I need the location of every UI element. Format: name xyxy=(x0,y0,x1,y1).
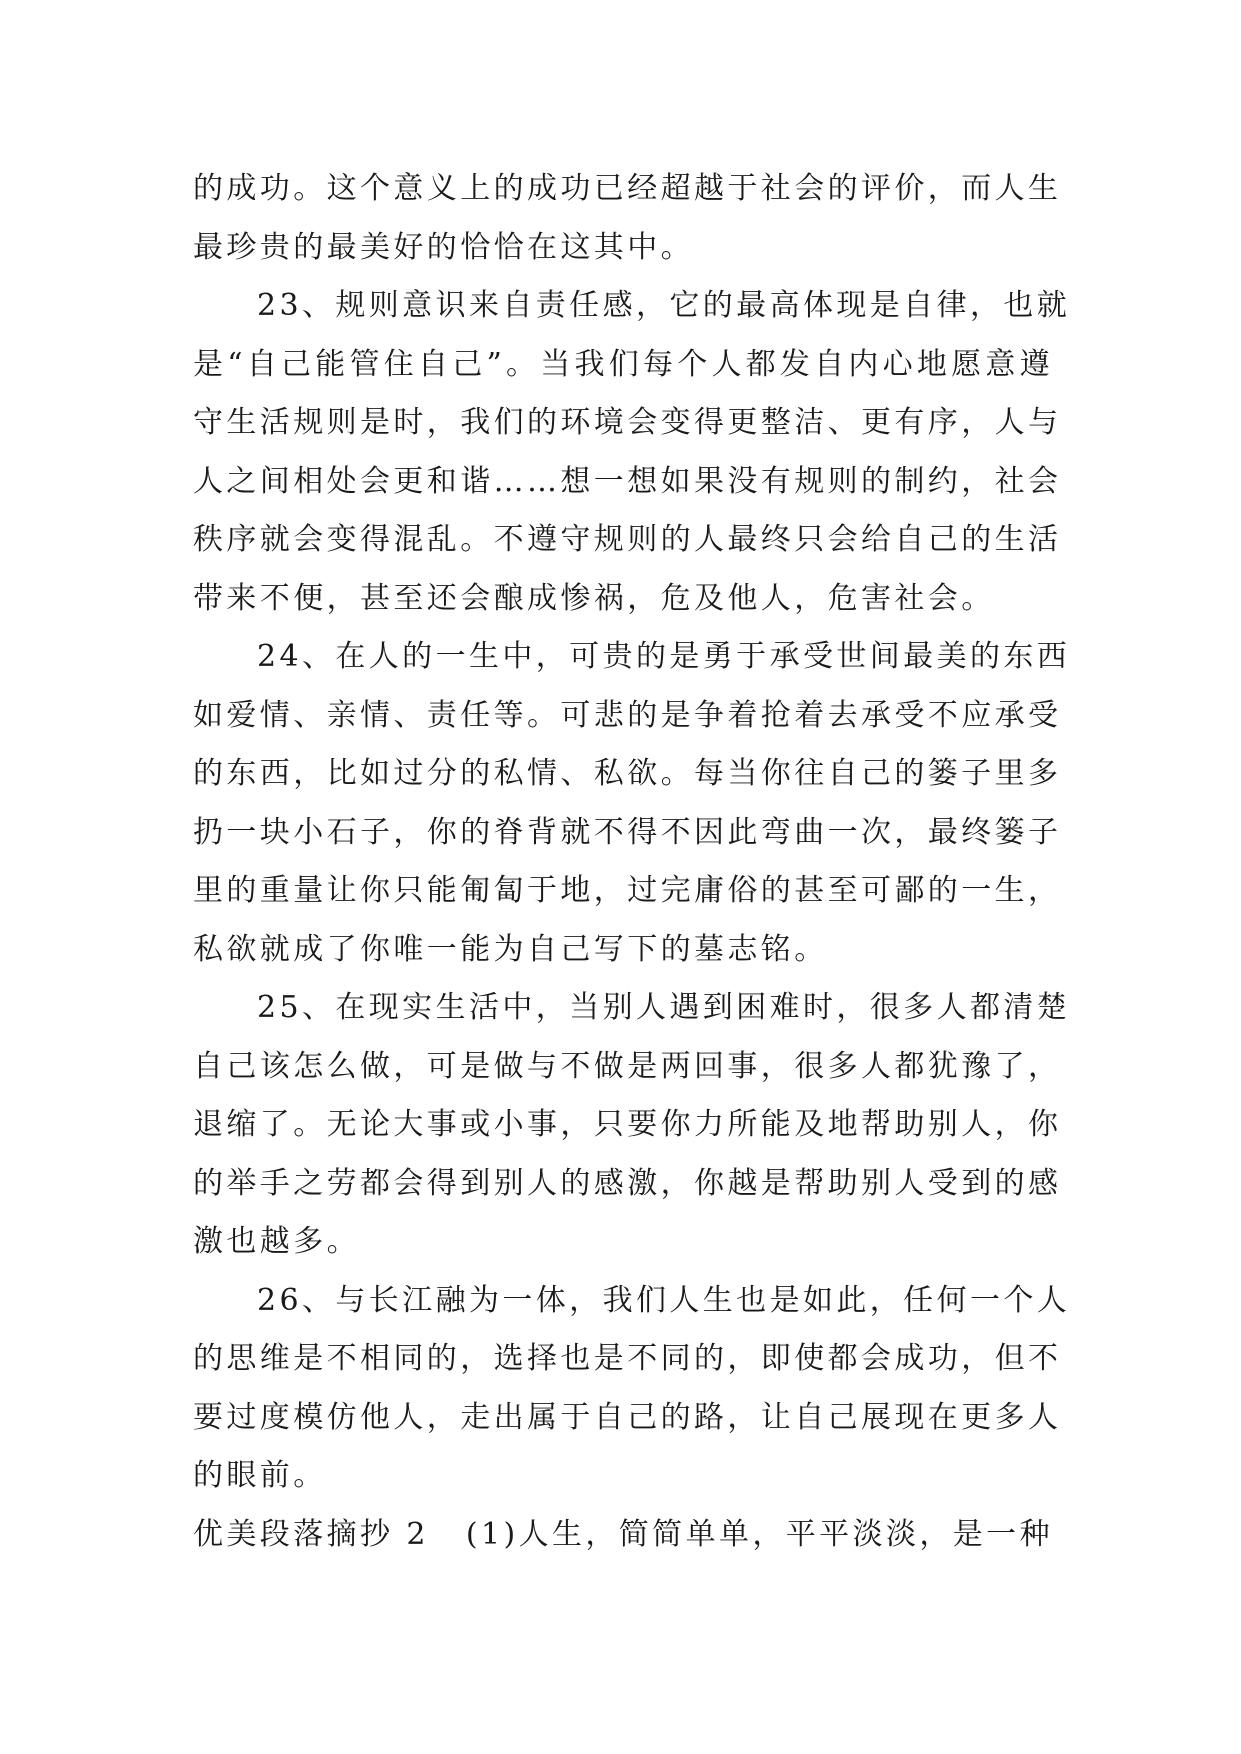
text-line: 最珍贵的最美好的恰恰在这其中。 xyxy=(193,229,694,265)
text-line: 私欲就成了你唯一能为自己写下的墓志铭。 xyxy=(193,931,828,967)
section-heading xyxy=(193,1506,1053,1565)
text-line: 的举手之劳都会得到别人的感激，你越是帮助别人受到的感 xyxy=(193,1165,1062,1201)
section-lead-text: (1)人生，简简单单，平平淡淡，是一种 xyxy=(465,1516,1053,1552)
text-line: 守生活规则是时，我们的环境会变得更整洁、更有序，人与 xyxy=(193,405,1062,440)
document-body xyxy=(193,160,1071,1564)
text-line: 如爱情、亲情、责任等。可悲的是争着抢着去承受不应承受 xyxy=(193,697,1062,733)
text-line: 扔一块小石子，你的脊背就不得不因此弯曲一次，最终篓子 xyxy=(193,814,1062,850)
paragraph-25 xyxy=(193,979,1071,1272)
text-line: 的东西，比如过分的私情、私欲。每当你往自己的篓子里多 xyxy=(193,756,1062,791)
text-line: 24、在人的一生中，可贵的是勇于承受世间最美的东西 xyxy=(257,639,1071,674)
text-line: 秩序就会变得混乱。不遵守规则的人最终只会给自己的生活 xyxy=(193,522,1062,557)
text-line: 23、规则意识来自责任感，它的最高体现是自律，也就 xyxy=(257,288,1071,323)
text-line: 激也越多。 xyxy=(193,1224,360,1259)
text-line: 要过度模仿他人，走出属于自己的路，让自己展现在更多人 xyxy=(193,1399,1062,1435)
paragraph-24 xyxy=(193,628,1071,979)
paragraph-23 xyxy=(193,277,1071,628)
intro-paragraph xyxy=(193,160,1062,277)
text-line: 自己该怎么做，可是做与不做是两回事，很多人都犹豫了， xyxy=(193,1048,1062,1084)
text-line: 25、在现实生活中，当别人遇到困难时，很多人都清楚 xyxy=(257,990,1071,1025)
text-line: 带来不便，甚至还会酿成惨祸，危及他人，危害社会。 xyxy=(193,580,995,616)
text-line: 26、与长江融为一体，我们人生也是如此，任何一个人 xyxy=(257,1282,1071,1318)
section-title: 优美段落摘抄 2 xyxy=(193,1516,429,1552)
text-line: 里的重量让你只能匍匐于地，过完庸俗的甚至可鄙的一生， xyxy=(193,873,1062,908)
text-line: 的眼前。 xyxy=(193,1458,327,1493)
paragraph-26 xyxy=(193,1272,1071,1506)
text-line: 人之间相处会更和谐……想一想如果没有规则的制约，社会 xyxy=(193,463,1062,499)
text-line: 的思维是不相同的，选择也是不同的，即使都会成功，但不 xyxy=(193,1341,1062,1376)
text-line: 退缩了。无论大事或小事，只要你力所能及地帮助别人，你 xyxy=(193,1107,1062,1142)
text-line: 是“自己能管住自己”。当我们每个人都发自内心地愿意遵 xyxy=(193,346,1053,382)
text-line: 的成功。这个意义上的成功已经超越于社会的评价，而人生 xyxy=(193,171,1062,206)
